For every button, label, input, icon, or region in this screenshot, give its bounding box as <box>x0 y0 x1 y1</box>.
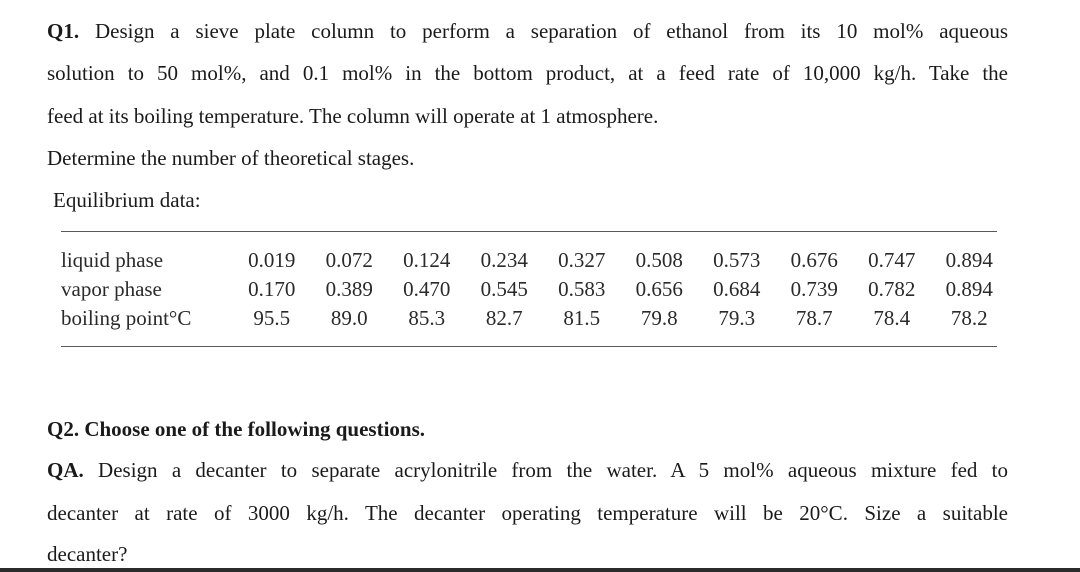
table-cell: 79.8 <box>640 306 678 330</box>
row-label: boiling point°C <box>61 306 192 330</box>
table-cell: 0.656 <box>635 277 683 301</box>
table-cell: 0.508 <box>635 248 683 272</box>
table-cell: 81.5 <box>563 306 601 330</box>
qa-line-1 <box>47 457 1008 483</box>
table-cell: 79.3 <box>718 306 756 330</box>
table-bottom-rule <box>61 346 997 347</box>
q1-line-4 <box>47 145 1008 171</box>
q1-text-2: solution to 50 mol%, and 0.1 mol% in the bottom product, at a feed rate of 10,000 kg/h. Take the <box>47 61 1008 85</box>
table-row-boiling-point <box>61 304 1008 333</box>
equilibrium-heading-text: Equilibrium data: <box>53 188 201 212</box>
table-cell: 0.684 <box>713 277 761 301</box>
q1-line-2 <box>47 60 1008 86</box>
table-cell: 78.2 <box>950 306 988 330</box>
table-cell: 89.0 <box>330 306 368 330</box>
table-cell: 0.573 <box>713 248 761 272</box>
q1-line-1 <box>47 18 1008 44</box>
qa-text-1: Design a decanter to separate acrylonitrile from the water. A 5 mol% aqueous mixture fed to <box>98 458 1009 482</box>
table-cell: 0.739 <box>790 277 838 301</box>
table-cell: 0.124 <box>403 248 451 272</box>
equilibrium-heading <box>53 187 1008 213</box>
q1-line-3 <box>47 103 1008 129</box>
table-cell: 0.470 <box>403 277 451 301</box>
qa-line-2 <box>47 500 1008 526</box>
table-cell: 0.782 <box>868 277 916 301</box>
table-row-liquid-phase <box>61 246 1008 275</box>
table-cell: 82.7 <box>485 306 523 330</box>
table-row-vapor-phase <box>61 275 1008 304</box>
table-top-rule <box>61 231 997 232</box>
table-cell: 0.170 <box>248 277 296 301</box>
qa-line-3 <box>47 541 1008 567</box>
table-cell: 95.5 <box>253 306 291 330</box>
q1-text-4: Determine the number of theoretical stages. <box>47 146 415 170</box>
table-cell: 0.072 <box>325 248 373 272</box>
table-cell: 0.545 <box>480 277 528 301</box>
table-cell: 78.4 <box>873 306 911 330</box>
table-cell: 0.747 <box>868 248 916 272</box>
qa-text-2: decanter at rate of 3000 kg/h. The decanter operating temperature will be 20°C. Size a suitable <box>47 501 1008 525</box>
q1-text-3: feed at its boiling temperature. The column will operate at 1 atmosphere. <box>47 104 659 128</box>
table-cell: 78.7 <box>795 306 833 330</box>
q2-heading <box>47 416 1008 442</box>
qa-text-3: decanter? <box>47 542 128 566</box>
q2-heading-text: Q2. Choose one of the following questions. <box>47 417 426 441</box>
table-cell: 0.327 <box>558 248 606 272</box>
q1-text-1: Design a sieve plate column to perform a separation of ethanol from its 10 mol% aqueous <box>94 19 1009 43</box>
equilibrium-table <box>61 246 1008 333</box>
bottom-border <box>0 568 1080 572</box>
table-cell: 0.389 <box>325 277 373 301</box>
row-label: vapor phase <box>61 277 162 301</box>
table-cell: 85.3 <box>408 306 446 330</box>
table-cell: 0.676 <box>790 248 838 272</box>
qa-label: QA. <box>47 458 84 482</box>
table-cell: 0.583 <box>558 277 606 301</box>
table-cell: 0.894 <box>945 248 993 272</box>
table-cell: 0.019 <box>248 248 296 272</box>
row-label: liquid phase <box>61 248 164 272</box>
table-cell: 0.894 <box>945 277 993 301</box>
table-cell: 0.234 <box>480 248 528 272</box>
q1-label: Q1. <box>47 19 80 43</box>
